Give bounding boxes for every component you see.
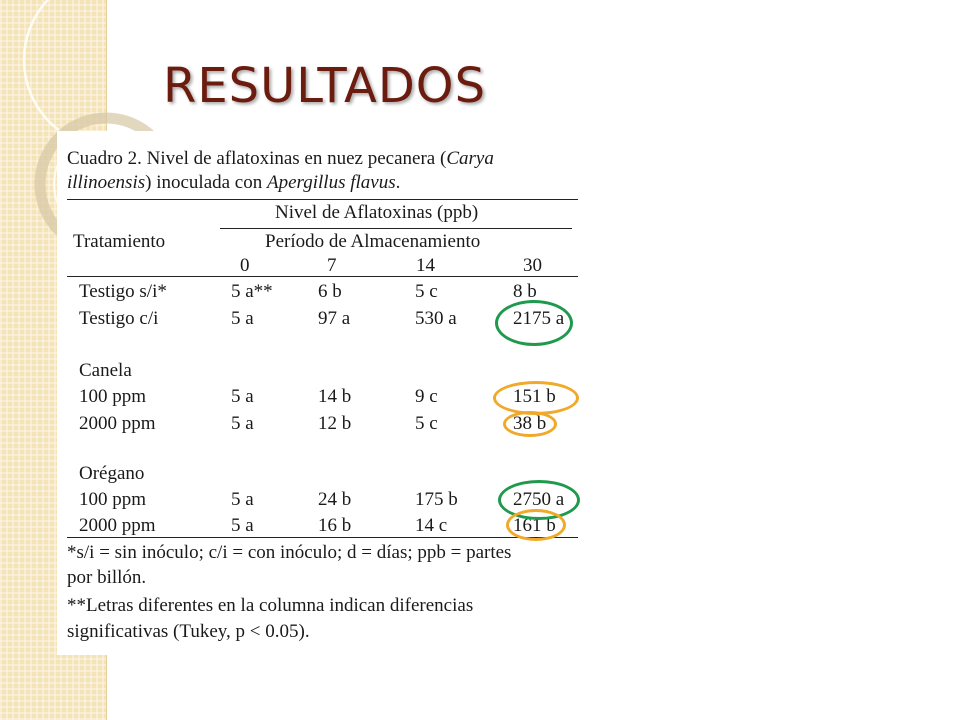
row-label: 100 ppm <box>79 386 147 407</box>
cell-d7: 14 b <box>318 386 352 407</box>
table-top-rule <box>67 199 578 200</box>
cell-d30: 161 b <box>513 515 556 536</box>
footnote-line-4: significativas (Tukey, p < 0.05). <box>67 621 310 642</box>
row-label: Testigo c/i <box>79 308 159 329</box>
highlight-ellipse-canela-2000 <box>503 411 557 437</box>
highlight-ellipse-testigo-ci <box>495 300 573 346</box>
cell-d7: 12 b <box>318 413 352 434</box>
cell-d0: 5 a** <box>231 281 273 302</box>
footnote-line-1: *s/i = sin inóculo; c/i = con inóculo; d = días; ppb = partes <box>67 542 512 563</box>
cell-d14: 175 b <box>415 489 458 510</box>
table-caption-line-2: illinoensis) inoculada con Apergillus flavus. <box>67 172 401 193</box>
footnote-line-3: **Letras diferentes en la columna indican diferencias <box>67 595 474 616</box>
cell-d30: 8 b <box>513 281 537 302</box>
cell-d7: 24 b <box>318 489 352 510</box>
cell-d14: 14 c <box>415 515 448 536</box>
row-label: 100 ppm <box>79 489 147 510</box>
cell-d0: 5 a <box>231 413 254 434</box>
highlight-ellipse-canela-100 <box>493 381 579 415</box>
cell-d14: 530 a <box>415 308 457 329</box>
footnote-line-2: por billón. <box>67 567 147 588</box>
cell-d14: 5 c <box>415 281 438 302</box>
period-14: 14 <box>416 255 435 276</box>
period-0: 0 <box>240 255 250 276</box>
cell-d30: 38 b <box>513 413 547 434</box>
cell-d0: 5 a <box>231 386 254 407</box>
period-7: 7 <box>327 255 337 276</box>
slide-title: RESULTADOS <box>163 58 487 114</box>
row-label: Testigo s/i* <box>79 281 167 302</box>
results-table-figure <box>57 131 590 655</box>
table-caption-line-1: Cuadro 2. Nivel de aflatoxinas en nuez pecanera (Carya <box>67 148 494 169</box>
cell-d0: 5 a <box>231 489 254 510</box>
row-header-label: Tratamiento <box>73 231 166 252</box>
cell-d0: 5 a <box>231 308 254 329</box>
cell-d7: 16 b <box>318 515 352 536</box>
row-label: 2000 ppm <box>79 515 156 536</box>
cell-d14: 9 c <box>415 386 438 407</box>
cell-d7: 6 b <box>318 281 342 302</box>
cell-d14: 5 c <box>415 413 438 434</box>
group-label-canela: Canela <box>79 360 132 381</box>
group-label-oregano: Orégano <box>79 463 145 484</box>
cell-d30: 2750 a <box>513 489 565 510</box>
row-label: 2000 ppm <box>79 413 156 434</box>
header-group-label: Nivel de Aflatoxinas (ppb) <box>275 202 479 223</box>
cell-d0: 5 a <box>231 515 254 536</box>
cell-d30: 151 b <box>513 386 556 407</box>
header-sub-label: Período de Almacenamiento <box>265 231 481 252</box>
table-bottom-rule <box>67 537 578 538</box>
highlight-ellipse-oregano-2000 <box>506 509 566 541</box>
group-header-rule <box>220 228 572 229</box>
cell-d30: 2175 a <box>513 308 565 329</box>
cell-d7: 97 a <box>318 308 351 329</box>
period-30: 30 <box>523 255 542 276</box>
header-bottom-rule <box>67 276 578 277</box>
